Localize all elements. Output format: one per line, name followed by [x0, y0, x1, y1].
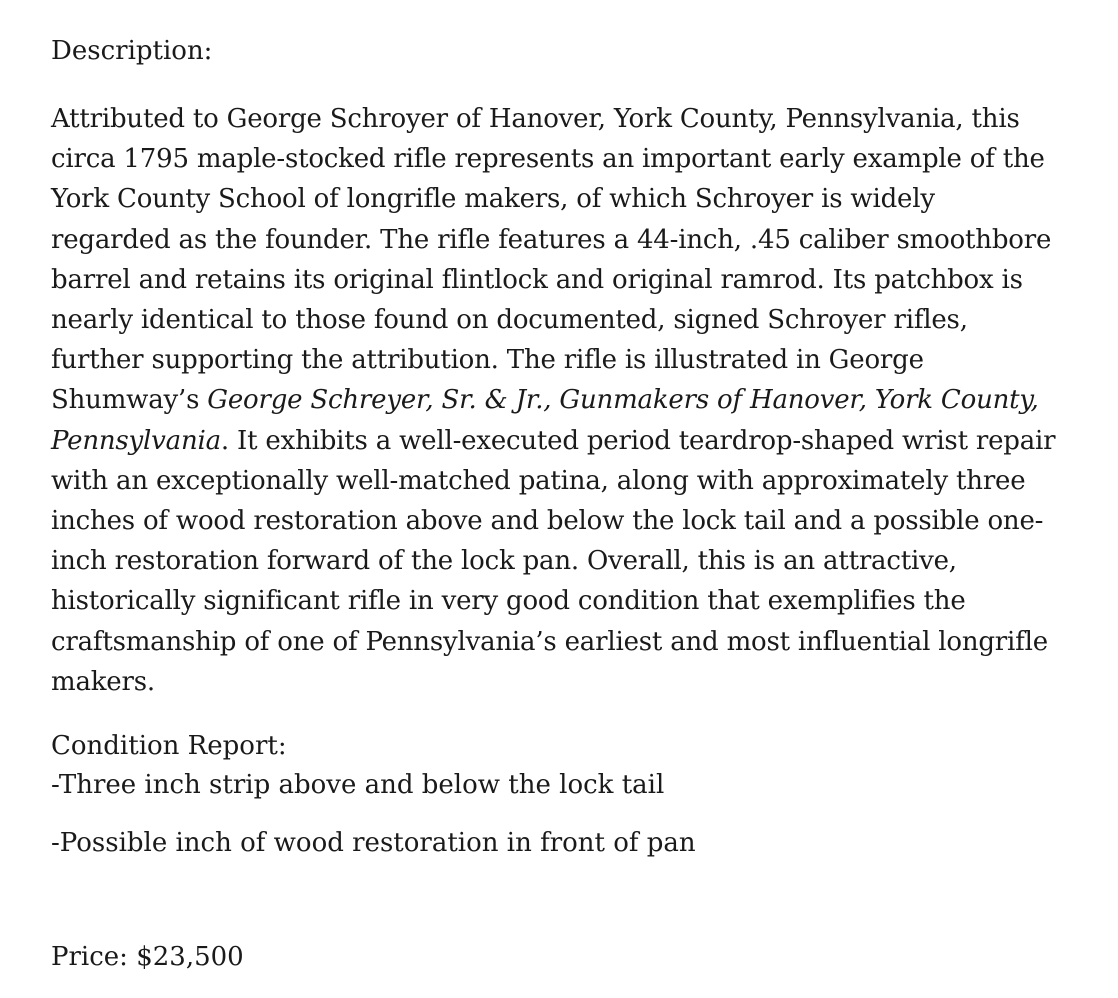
book-title: George Schreyer, Sr. & Jr., Gunmakers of Hanover, York County, Pennsylvania	[51, 385, 1039, 456]
description-paragraph	[51, 99, 1061, 702]
condition-report-item: -Possible inch of wood restoration in front of pan	[51, 828, 696, 858]
condition-report-heading: Condition Report:	[51, 731, 287, 761]
price-label: Price: $23,500	[51, 942, 244, 972]
condition-report-item: -Three inch strip above and below the lock tail	[51, 770, 665, 800]
description-text-after-title: . It exhibits a well-executed period teardrop-shaped wrist repair with an exceptionally well-matched patina, along with approximately three inches of wood restoration above and below the lock tail and a possible one-inch restoration forward of the lock pan. Overall, this is an attractive, historically significant rifle in very good condition that exemplifies the craftsmanship of one of Pennsylvania’s earliest and most influential longrifle makers.	[51, 425, 1056, 697]
description-heading: Description:	[51, 36, 213, 66]
description-text-before-title: Attributed to George Schroyer of Hanover, York County, Pennsylvania, this circa 1795 maple-stocked rifle represents an important early example of the York County School of longrifle makers, of which Schroyer is widely regarded as the founder. The rifle features a 44-inch, .45 caliber smoothbore barrel and retains its original flintlock and original ramrod. Its patchbox is nearly identical to those found on documented, signed Schroyer rifles, further supporting the attribution. The rifle is illustrated in George Shumway’s	[51, 104, 1052, 416]
